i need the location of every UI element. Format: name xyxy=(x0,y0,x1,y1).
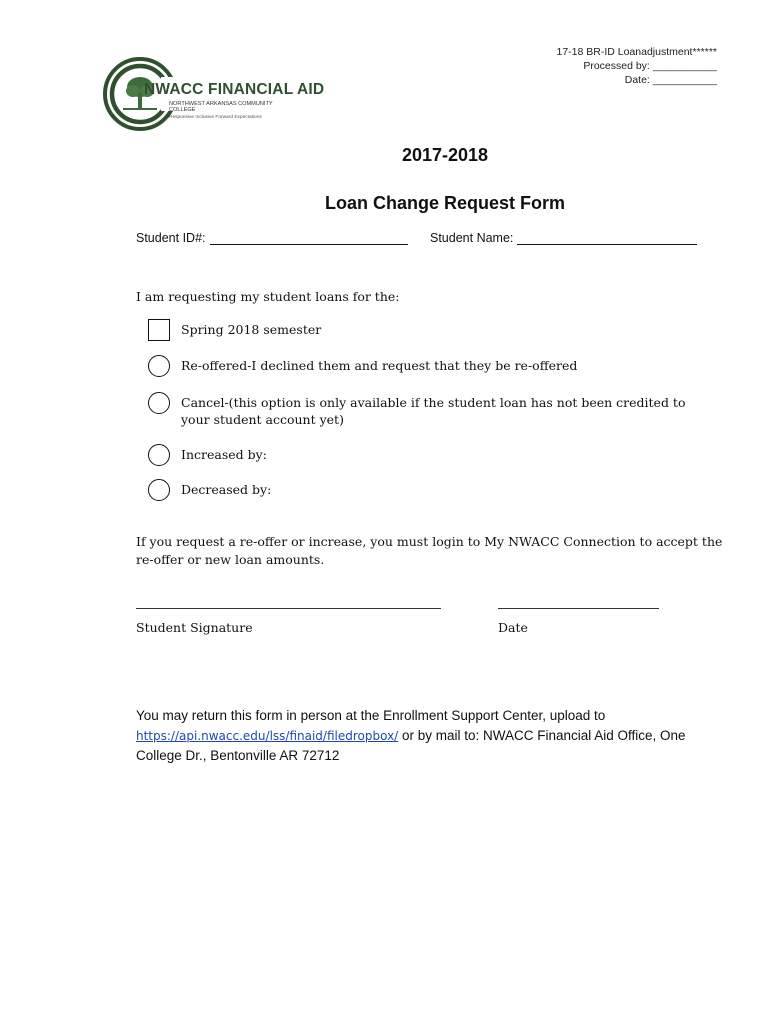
option-spring-semester[interactable] xyxy=(148,319,711,341)
student-id-field[interactable] xyxy=(136,231,408,245)
radio-circle-icon[interactable] xyxy=(148,479,170,501)
logo-tagline: Responsive Inclusive Forward Expectations xyxy=(169,115,262,120)
form-code: 17-18 BR-ID Loanadjustment****** xyxy=(556,46,717,58)
radio-circle-icon[interactable] xyxy=(148,355,170,377)
reoffer-notice: If you request a re-offer or increase, you must login to My NWACC Connection to accept the re-offer or new loan amounts. xyxy=(136,534,723,567)
file-dropbox-link[interactable]: https://api.nwacc.edu/lss/finaid/filedropbox/ xyxy=(136,728,399,743)
return-instructions xyxy=(136,706,716,766)
return-text-before: You may return this form in person at the Enrollment Support Center, upload to xyxy=(136,708,606,723)
student-id-input-line[interactable] xyxy=(210,231,408,245)
option-label: Increased by: xyxy=(181,447,267,462)
signature-date-line[interactable] xyxy=(498,608,659,609)
student-name-input-line[interactable] xyxy=(517,231,697,245)
form-title: Loan Change Request Form xyxy=(324,193,566,213)
checkbox-square-icon[interactable] xyxy=(148,319,170,341)
office-date-field: Date: ___________ xyxy=(624,74,717,86)
nwacc-logo xyxy=(103,57,323,131)
office-use-block xyxy=(497,45,717,87)
request-intro: I am requesting my student loans for the: xyxy=(136,289,400,304)
option-increased[interactable] xyxy=(148,444,711,466)
radio-circle-icon[interactable] xyxy=(148,444,170,466)
option-label: Cancel-(this option is only available if the student loan has not been credited to your student account yet) xyxy=(181,395,686,427)
return-text-after: or by mail to: NWACC Financial Aid Office, One College Dr., Bentonville AR 72712 xyxy=(136,727,686,763)
option-cancel[interactable] xyxy=(148,392,711,428)
radio-circle-icon[interactable] xyxy=(148,392,170,414)
logo-college-name: NORTHWEST ARKANSAS COMMUNITY COLLEGE xyxy=(169,101,273,114)
logo-wordmark: NWACC FINANCIAL AID xyxy=(144,81,325,98)
processed-by-field: Processed by: ___________ xyxy=(583,60,717,72)
option-label: Decreased by: xyxy=(181,482,272,497)
option-label: Spring 2018 semester xyxy=(181,322,322,337)
student-signature-label: Student Signature xyxy=(136,620,253,635)
option-label: Re-offered-I declined them and request that they be re-offered xyxy=(181,358,578,373)
academic-year: 2017-2018 xyxy=(401,145,489,165)
student-signature-line[interactable] xyxy=(136,608,441,609)
student-name-field[interactable] xyxy=(430,231,697,245)
signature-date-label: Date xyxy=(498,620,528,635)
option-decreased[interactable] xyxy=(148,479,711,501)
option-re-offered[interactable] xyxy=(148,355,711,377)
student-id-label: Student ID#: xyxy=(136,231,206,245)
student-name-label: Student Name: xyxy=(430,231,514,245)
